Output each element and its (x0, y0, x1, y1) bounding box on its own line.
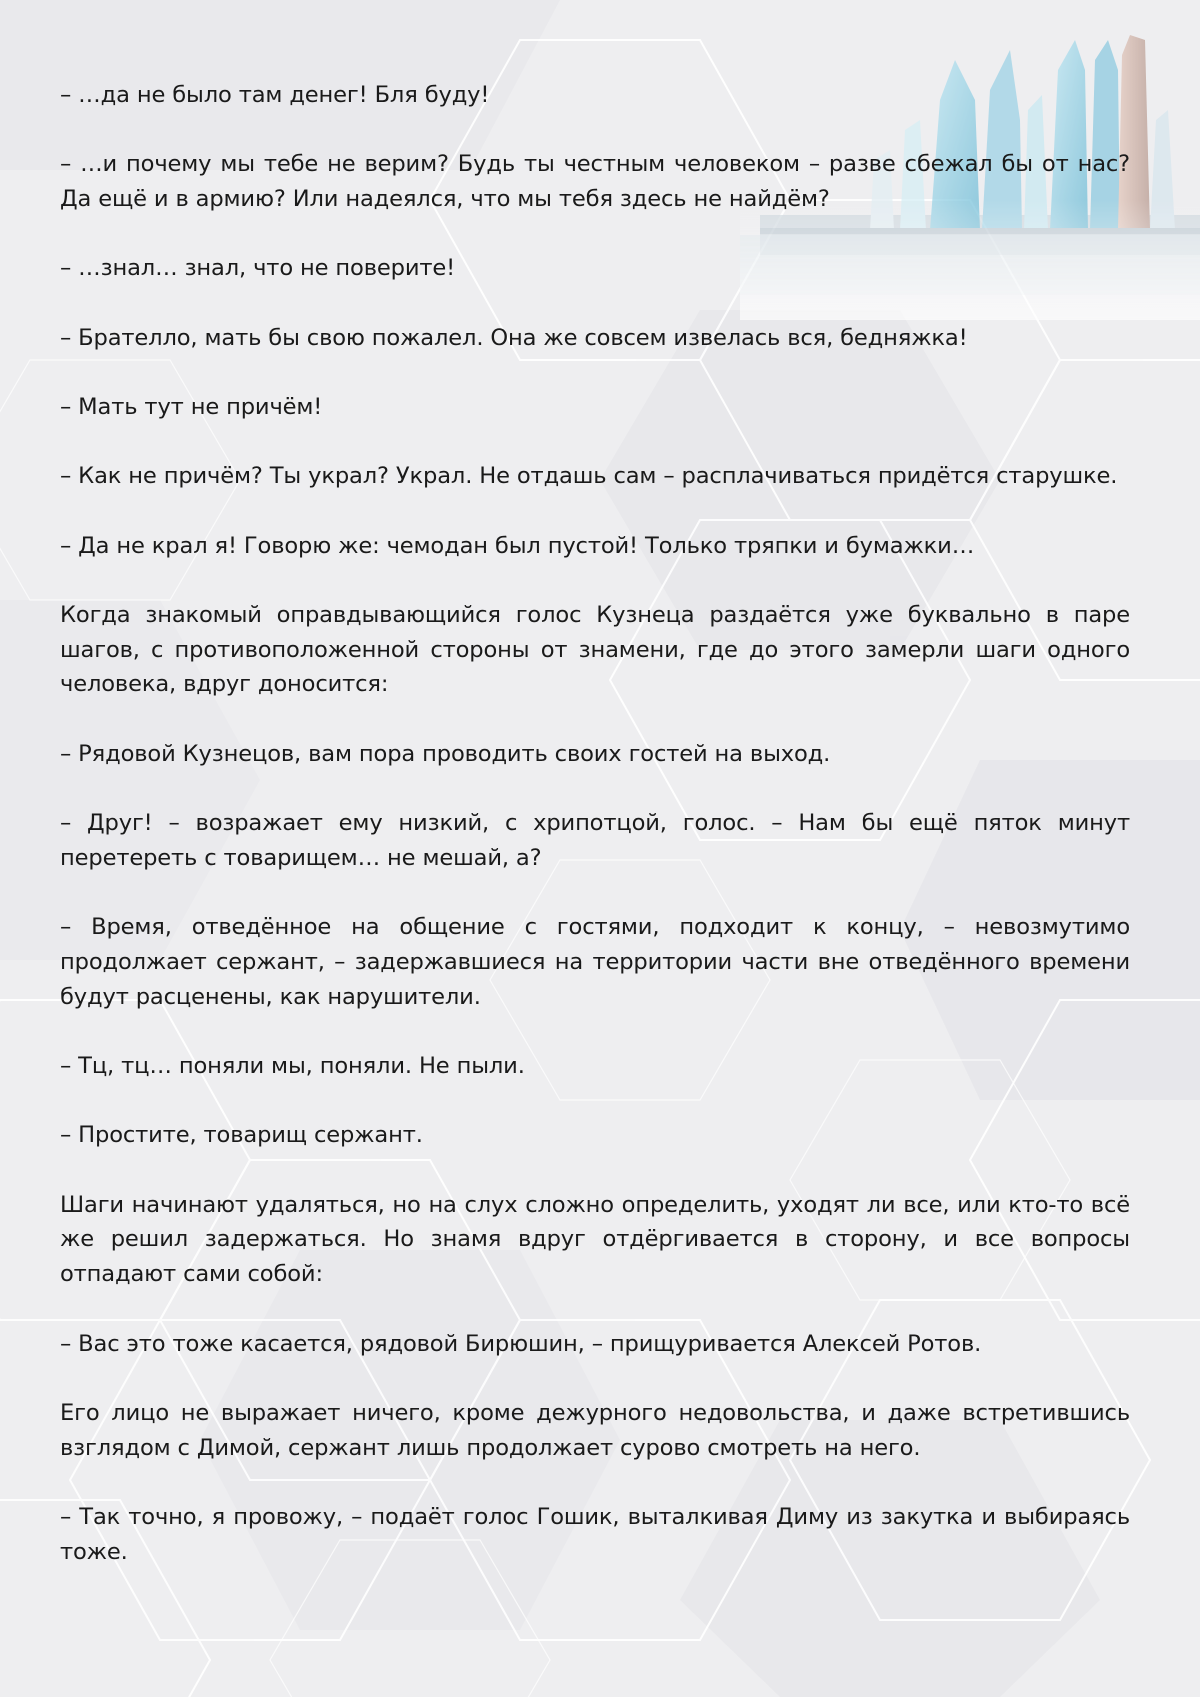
paragraph: – Время, отведённое на общение с гостями, подходит к концу, – невозмутимо продолжает сержант, – задержавшиеся на территории части вне отведённого времени будут расценены, как нарушители. (60, 914, 1130, 1010)
paragraph: Шаги начинают удаляться, но на слух сложно определить, уходят ли все, или кто-то всё же решил задержаться. Но знамя вдруг отдёргивается в сторону, и все вопросы отпадают сами собой: (60, 1191, 1130, 1288)
paragraph: Его лицо не выражает ничего, кроме дежурного недовольства, и даже встретившись взглядом с Димой, сержант лишь продолжает сурово смотреть на него. (60, 1399, 1130, 1461)
paragraph: – Вас это тоже касается, рядовой Бирюшин, – прищуривается Алексей Ротов. (60, 1330, 982, 1357)
paragraph: – Как не причём? Ты украл? Украл. Не отдашь сам – расплачиваться придётся старушке. (60, 463, 1118, 490)
document-page (60, 78, 1130, 1604)
paragraph: – Рядовой Кузнецов, вам пора проводить своих гостей на выход. (60, 740, 831, 767)
paragraph: – …да не было там денег! Бля буду! (60, 82, 490, 108)
paragraph: – …знал… знал, что не поверите! (60, 255, 456, 282)
paragraph: – Мать тут не причём! (60, 393, 323, 420)
paragraph: – Так точно, я провожу, – подаёт голос Гошик, выталкивая Диму из закутка и выбираясь тоже. (60, 1503, 1130, 1565)
paragraph: Когда знакомый оправдывающийся голос Кузнеца раздаётся уже буквально в паре шагов, с противоположенной стороны от знамени, где до этого замерли шаги одного человека, вдруг доносится: (60, 601, 1130, 698)
paragraph: – Простите, товарищ сержант. (60, 1122, 423, 1149)
paragraph: – Брателло, мать бы свою пожалел. Она же совсем извелась вся, бедняжка! (60, 324, 968, 351)
paragraph: – Да не крал я! Говорю же: чемодан был пустой! Только тряпки и бумажки… (60, 532, 975, 559)
paragraph: – …и почему мы тебе не верим? Будь ты честным человеком – разве сбежал бы от нас? Да ещё и в армию? Или надеялся, что мы тебя здесь не найдём? (60, 151, 1130, 213)
paragraph: – Друг! – возражает ему низкий, с хрипотцой, голос. – Нам бы ещё пяток минут перетереть с товарищем… не мешай, а? (60, 810, 1130, 871)
paragraph: – Тц, тц… поняли мы, поняли. Не пыли. (60, 1053, 525, 1080)
